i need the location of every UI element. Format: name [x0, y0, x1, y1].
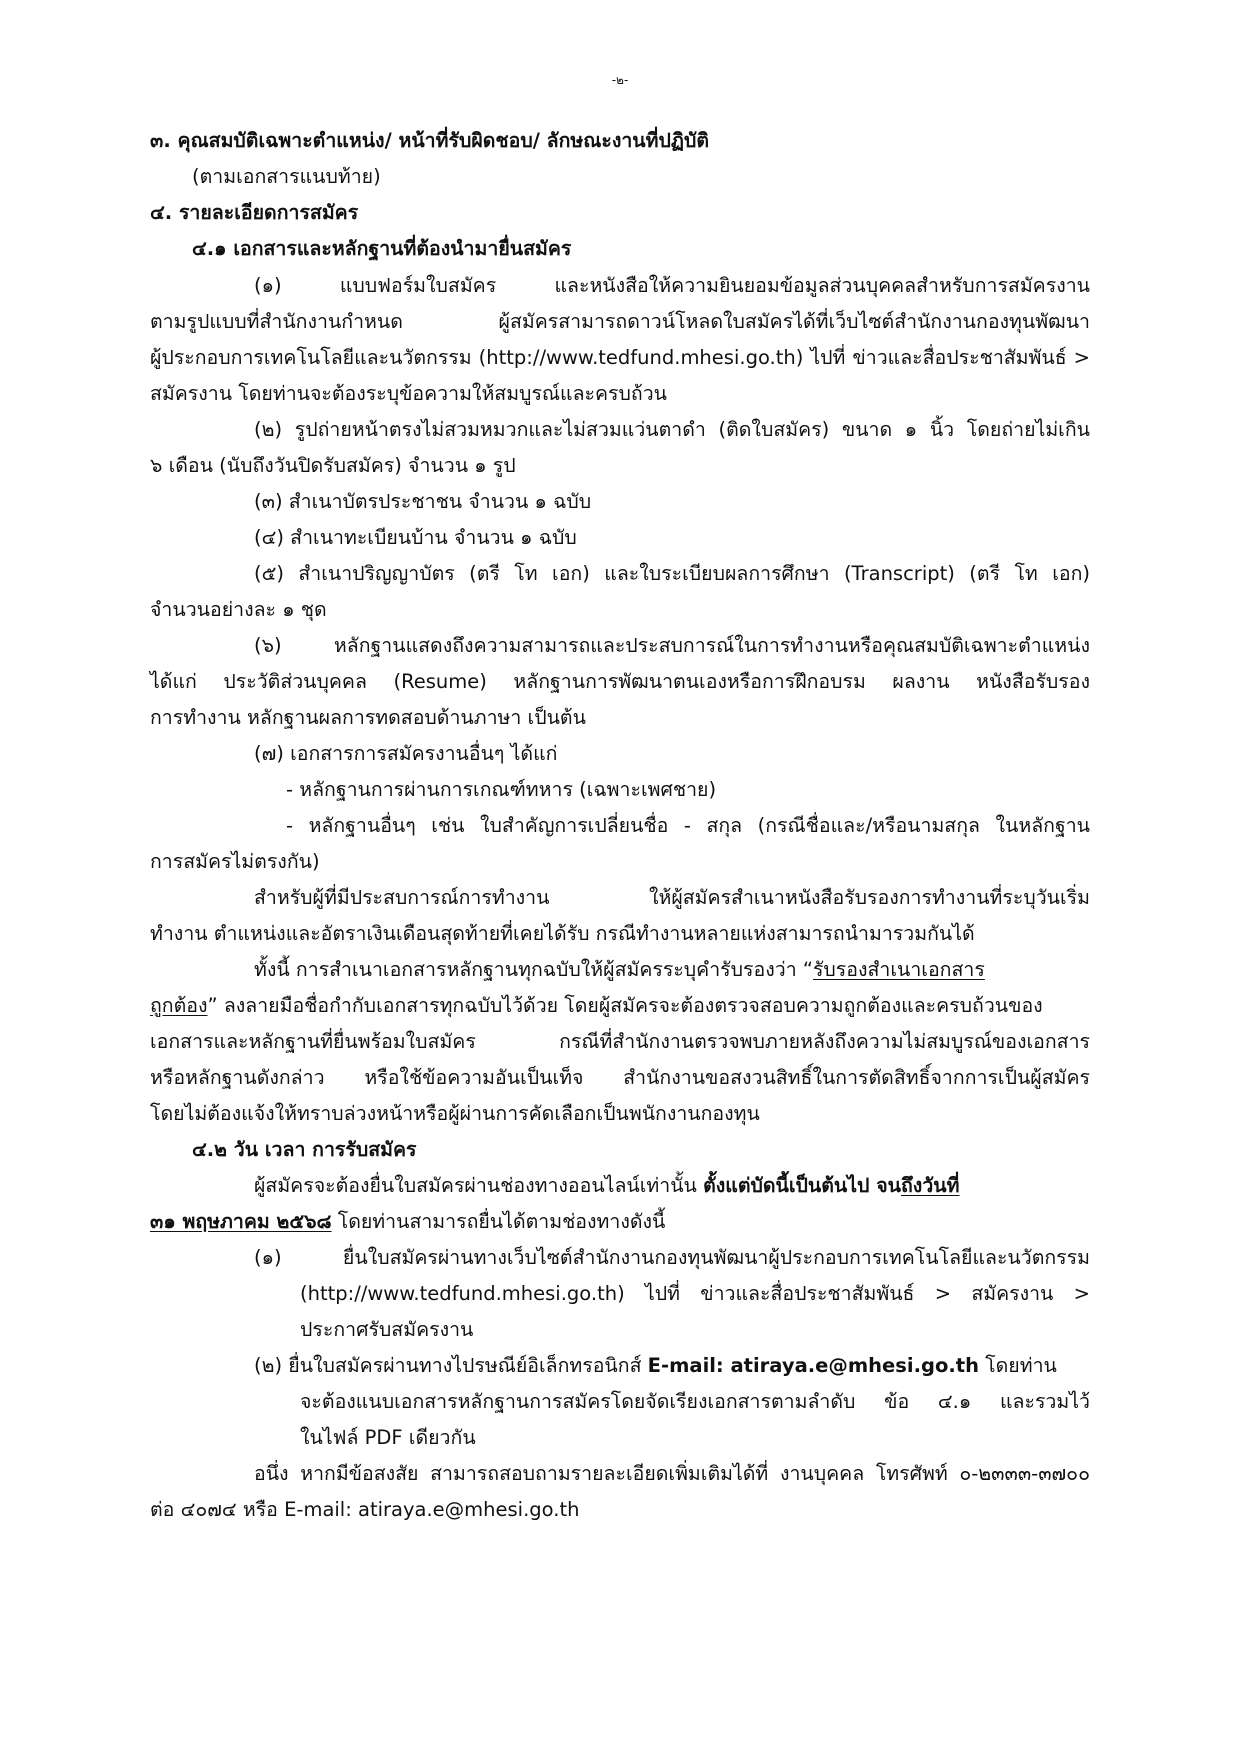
certification-text: ทั้งนี้ การสำเนาเอกสารหลักฐานทุกฉบับให้ผู้สมัครระบุคำรับรองว่า “: [254, 958, 813, 981]
channel-2-line-2: จะต้องแนบเอกสารหลักฐานการสมัครโดยจัดเรียงเอกสารตามลำดับ ข้อ ๔.๑ และรวมไว้: [300, 1390, 1090, 1413]
page-number: -๒-: [611, 73, 629, 87]
item-7: (๗) เอกสารการสมัครงานอื่นๆ ได้แก่: [254, 742, 558, 765]
certification-line-1: [254, 956, 985, 984]
item-6-line-2: ได้แก่ ประวัติส่วนบุคคล (Resume) หลักฐานการพัฒนาตนเองหรือการฝึกอบรม ผลงาน หนังสือรับรอง: [150, 670, 1090, 693]
item-6-line-1: (๖) หลักฐานแสดงถึงความสามารถและประสบการณ์ในการทำงานหรือคุณสมบัติเฉพาะตำแหน่ง: [254, 634, 1090, 657]
contact-line-2: ต่อ ๔๐๗๔ หรือ E-mail: atiraya.e@mhesi.go.th: [150, 1498, 580, 1521]
application-deadline-label: ถึงวันที่: [900, 1174, 960, 1197]
item-2-line-1: (๒) รูปถ่ายหน้าตรงไม่สวมหมวกและไม่สวมแว่นตาดำ (ติดใบสมัคร) ขนาด ๑ นิ้ว โดยถ่ายไม่เกิน: [254, 418, 1090, 441]
section-4-heading: ๔. รายละเอียดการสมัคร: [150, 201, 359, 224]
item-1-line-2: ตามรูปแบบที่สำนักงานกำหนด ผู้สมัครสามารถดาวน์โหลดใบสมัครได้ที่เว็บไซต์สำนักงานกองทุนพัฒนา: [150, 310, 1090, 333]
application-period-line-2: [150, 1208, 665, 1236]
item-4: (๔) สำเนาทะเบียนบ้าน จำนวน ๑ ฉบับ: [254, 526, 577, 549]
application-period-text-cont: โดยท่านสามารถยื่นได้ตามช่องทางดังนี้: [331, 1210, 666, 1233]
certification-line-4: หรือหลักฐานดังกล่าว หรือใช้ข้อความอันเป็นเท็จ สำนักงานขอสงวนสิทธิ์ในการตัดสิทธิ์จากการเป็นผู้สมัคร: [150, 1066, 1090, 1089]
channel-2-line-1: [254, 1352, 1057, 1380]
item-1-line-3: ผู้ประกอบการเทคโนโลยีและนวัตกรรม (http://www.tedfund.mhesi.go.th) ไปที่ ข่าวและสื่อประชาสัมพันธ์ >: [150, 346, 1090, 369]
channel-2-email[interactable]: E-mail: atiraya.e@mhesi.go.th: [647, 1354, 979, 1377]
section-4-1-heading: ๔.๑ เอกสารและหลักฐานที่ต้องนำมายื่นสมัคร: [192, 237, 572, 260]
section-3-heading: ๓. คุณสมบัติเฉพาะตำแหน่ง/ หน้าที่รับผิดชอบ/ ลักษณะงานที่ปฏิบัติ: [150, 129, 709, 152]
channel-2-text-cont: โดยท่าน: [978, 1354, 1057, 1377]
certified-copy-phrase: รับรองสำเนาเอกสาร: [812, 958, 985, 981]
item-7-sub-b-line-1: - หลักฐานอื่นๆ เช่น ใบสำคัญการเปลี่ยนชื่อ - สกุล (กรณีชื่อและ/หรือนามสกุล ในหลักฐาน: [286, 814, 1090, 837]
item-5-line-1: (๕) สำเนาปริญญาบัตร (ตรี โท เอก) และใบระเบียบผลการศึกษา (Transcript) (ตรี โท เอก): [254, 562, 1090, 585]
item-7-sub-a: - หลักฐานการผ่านการเกณฑ์ทหาร (เฉพาะเพศชาย): [286, 778, 717, 801]
certification-line-3: เอกสารและหลักฐานที่ยื่นพร้อมใบสมัคร กรณีที่สำนักงานตรวจพบภายหลังถึงความไม่สมบูรณ์ของเอกสาร: [150, 1030, 1090, 1053]
item-3: (๓) สำเนาบัตรประชาชน จำนวน ๑ ฉบับ: [254, 490, 592, 513]
application-period-bold: ตั้งแต่บัดนี้เป็นต้นไป จน: [703, 1174, 901, 1197]
certification-line-2: [150, 992, 1043, 1020]
channel-2-text: (๒) ยื่นใบสมัครผ่านทางไปรษณีย์อิเล็กทรอนิกส์: [254, 1354, 648, 1377]
channel-1-line-3: ประกาศรับสมัครงาน: [300, 1318, 474, 1341]
section-4-2-heading: ๔.๒ วัน เวลา การรับสมัคร: [192, 1138, 417, 1161]
section-3-note: (ตามเอกสารแนบท้าย): [192, 165, 381, 188]
application-deadline-date: ๓๑ พฤษภาคม ๒๕๖๘: [150, 1210, 332, 1233]
certification-line-5: โดยไม่ต้องแจ้งให้ทราบล่วงหน้าหรือผู้ผ่านการคัดเลือกเป็นพนักงานกองทุน: [150, 1102, 760, 1125]
application-period-text: ผู้สมัครจะต้องยื่นใบสมัครผ่านช่องทางออนไลน์เท่านั้น: [254, 1174, 704, 1197]
application-period-line-1: [254, 1172, 959, 1200]
experience-line-2: ทำงาน ตำแหน่งและอัตราเงินเดือนสุดท้ายที่เคยได้รับ กรณีทำงานหลายแห่งสามารถนำมารวมกันได้: [150, 922, 975, 945]
item-7-sub-b-line-2: การสมัครไม่ตรงกัน): [150, 850, 320, 873]
contact-line-1: อนึ่ง หากมีข้อสงสัย สามารถสอบถามรายละเอียดเพิ่มเติมได้ที่ งานบุคคล โทรศัพท์ ๐-๒๓๓๓-๓๗๐๐: [254, 1462, 1090, 1485]
item-1-line-1: (๑) แบบฟอร์มใบสมัคร และหนังสือให้ความยินยอมข้อมูลส่วนบุคคลสำหรับการสมัครงาน: [254, 274, 1090, 297]
item-2-line-2: ๖ เดือน (นับถึงวันปิดรับสมัคร) จำนวน ๑ รูป: [150, 454, 516, 477]
channel-1-line-1: (๑) ยื่นใบสมัครผ่านทางเว็บไซต์สำนักงานกองทุนพัฒนาผู้ประกอบการเทคโนโลยีและนวัตกรรม: [254, 1246, 1090, 1269]
item-5-line-2: จำนวนอย่างละ ๑ ชุด: [150, 598, 327, 621]
certification-text-cont: ” ลงลายมือชื่อกำกับเอกสารทุกฉบับไว้ด้วย โดยผู้สมัครจะต้องตรวจสอบความถูกต้องและครบถ้วนของ: [207, 994, 1043, 1017]
item-6-line-3: การทำงาน หลักฐานผลการทดสอบด้านภาษา เป็นต้น: [150, 706, 586, 729]
channel-2-line-3: ในไฟล์ PDF เดียวกัน: [300, 1426, 476, 1449]
channel-1-line-2: (http://www.tedfund.mhesi.go.th) ไปที่ ข่าวและสื่อประชาสัมพันธ์ > สมัครงาน >: [300, 1282, 1090, 1305]
item-1-line-4: สมัครงาน โดยท่านจะต้องระบุข้อความให้สมบูรณ์และครบถ้วน: [150, 382, 667, 405]
certified-copy-phrase-end: ถูกต้อง: [150, 994, 208, 1017]
experience-line-1: สำหรับผู้ที่มีประสบการณ์การทำงาน ให้ผู้สมัครสำเนาหนังสือรับรองการทำงานที่ระบุวันเริ่ม: [254, 886, 1090, 909]
